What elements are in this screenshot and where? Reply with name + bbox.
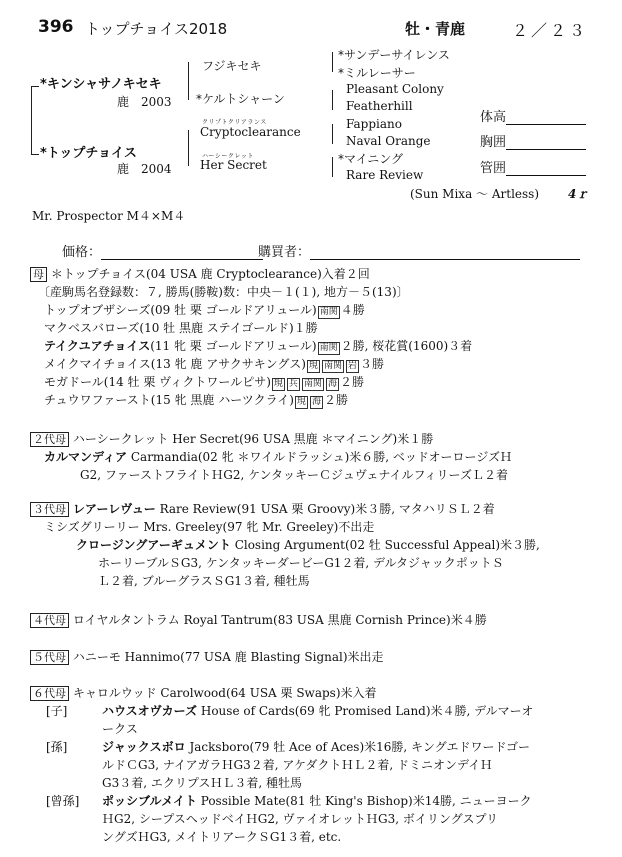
sire-sire-name: フジキセキ	[202, 59, 262, 73]
third-dam-section: ３代母 レアーレヴュー Rare Review(91 USA 栗 Groovy)米３勝, マタハリＳＬ２着 ミシズグリーリー Mrs. Greeley(97 牝 Mr. Greeley)不出走 クロージングアーギュメント Closing Argument(02 牡 Successful Appeal)米３勝, ホーリーブルＳG3, ケンタッキーダービーG1２着, デルタジャックポットＳ Ｌ２着, ブルーグラスＳG1３着, 種牡馬	[30, 500, 610, 590]
gen3-7: *マイニング	[338, 152, 404, 166]
foal-6: チュウワファースト(15 牝 黒鹿 ハーツクライ) 現 海 ２勝	[44, 393, 348, 407]
descendant-grandchild-cont1: ルドＣG3, ナイアガラＨG3２着, アケダクトＨＬ２着, ドミニオンデイＨ	[102, 758, 493, 772]
gen3-5: Fappiano	[346, 117, 402, 131]
sixth-dam-section	[30, 684, 610, 846]
descendant-grandchild-cont2: G3３着, エクリプスＨＬ３着, 種牡馬	[102, 776, 302, 790]
descendant-child-cont: ークス	[102, 722, 138, 736]
third-dam-grandchild: クロージングアーギュメント Closing Argument(02 牡 Successful Appeal)米３勝,	[76, 538, 540, 552]
foal-4: メイクマイチョイス(13 牝 鹿 アサクサキングス) 現 南関 岩 ３勝	[44, 357, 384, 371]
foal-2: マクベスバローズ(10 牡 黒鹿 ステイゴールド)１勝	[44, 321, 318, 335]
second-dam-child-cont: G2, ファーストフライトＨG2, ケンタッキーＣジュヴェナイルフィリーズＬ２着	[80, 468, 508, 482]
dam-dam-name: Her Secret	[200, 158, 267, 172]
gen3-4: Featherhill	[346, 99, 413, 113]
sire-color-year: 鹿 2003	[117, 95, 172, 109]
dam-line: ＊トップチョイス(04 USA 鹿 Cryptoclearance)入着２回	[50, 267, 370, 281]
fourth-dam-line: ロイヤルタントラム Royal Tantrum(83 USA 黒鹿 Cornish Prince)米４勝	[72, 613, 487, 627]
third-dam-grandchild-cont2: Ｌ２着, ブルーグラスＳG1３着, 種牡馬	[98, 574, 310, 588]
height-field: 体高	[480, 106, 586, 125]
second-dam-section	[30, 430, 610, 484]
dam-section	[30, 265, 610, 409]
sire-name: *キンシャサノキセキ	[40, 77, 162, 92]
lot-number: 396	[38, 17, 74, 37]
gen3-3: Pleasant Colony	[346, 82, 444, 96]
sire-dam-name: *ケルトシャーン	[196, 92, 285, 106]
buyer-field: 購買者：	[258, 241, 580, 260]
fifth-dam-box: ５代母	[30, 650, 69, 665]
foal-1: トップオブザシーズ(09 牡 栗 ゴールドアリュール) 南関 ４勝	[44, 303, 365, 317]
sixth-dam-line: キャロルウッド Carolwood(64 USA 栗 Swaps)米入着	[72, 686, 377, 700]
second-dam-child: カルマンディア Carmandia(02 牝 ＊ワイルドラッシュ)米６勝, ベッドオーロージズＨ	[44, 450, 512, 464]
descendant-child: [子] ハウスオヴカーズ House of Cards(69 牝 Promised Land)米４勝, デルマーオ	[46, 704, 534, 718]
sex-color: 牡・青鹿	[405, 20, 466, 38]
dam-dam-ruby: ハーシークレット	[202, 153, 254, 160]
descendant-great-grandchild-cont2: ングズＨG3, メイトリアークＳG1３着, etc.	[102, 830, 342, 844]
third-dam-name: レアーレヴュー	[72, 502, 156, 516]
fifth-dam-line: ハニーモ Hannimo(77 USA 鹿 Blasting Signal)米出走	[72, 650, 384, 664]
cannon-field: 管囲	[480, 157, 586, 176]
gen3-1: *サンデーサイレンス	[338, 48, 450, 62]
third-dam-child: ミシズグリーリー Mrs. Greeley(97 牝 Mr. Greeley)不出走	[44, 520, 375, 534]
gen3-6: Naval Orange	[346, 134, 431, 148]
fourth-dam-section	[30, 611, 610, 629]
inbreeding: Mr. Prospector M４×M４	[32, 209, 186, 223]
dam-color-year: 鹿 2004	[117, 162, 172, 176]
sun-line: (Sun Mixa ～ Artless)	[410, 187, 540, 201]
girth-field: 胸囲	[480, 131, 586, 150]
foal-5: モガドール(14 牡 栗 ヴィクトワールピサ) 現 兵 南関 海 ２勝	[44, 375, 364, 389]
descendant-grandchild: [孫] ジャックスボロ Jacksboro(79 牡 Ace of Aces)米16勝, キングエドワードゴー	[46, 740, 530, 754]
descendant-great-grandchild: [曾孫] ポッシブルメイト Possible Mate(81 牡 King's Bishop)米14勝, ニューヨーク	[46, 794, 532, 808]
dam-box: 母	[30, 267, 47, 282]
horse-name: トップチョイス2018	[85, 20, 228, 38]
dam-sire-ruby: クリプトクリアランス	[202, 119, 267, 126]
sixth-dam-box: ６代母	[30, 686, 69, 701]
gen3-2: *ミルレーサー	[338, 66, 416, 80]
descendant-great-grandchild-cont1: ＨG2, シープスヘッドベイＨG2, ヴァイオレットＨG3, ボイリングスプリ	[102, 812, 499, 826]
second-dam-box: ２代母	[30, 432, 69, 447]
price-field: 価格：	[62, 241, 263, 260]
fifth-dam-section	[30, 648, 610, 666]
sun-gen: 4ｒ	[568, 187, 589, 201]
third-dam-box: ３代母	[30, 502, 69, 517]
dam-sire-name: Cryptoclearance	[200, 125, 301, 139]
third-dam-grandchild-cont1: ホーリーブルＳG3, ケンタッキーダービーG1２着, デルタジャックポットＳ	[98, 556, 504, 570]
fourth-dam-box: ４代母	[30, 613, 69, 628]
dam-stats: 〔産駒馬名登録数：７, 勝馬(勝鞍)数：中央－１(１), 地方－５(13)〕	[38, 285, 409, 299]
foal-3: テイクユアチョイス(11 牝 栗 ゴールドアリュール) 南関 ２勝, 桜花賞(1600)３着	[44, 339, 473, 353]
gen3-8: Rare Review	[346, 168, 424, 182]
second-dam-line: ハーシークレット Her Secret(96 USA 黒鹿 ＊マイニング)米１勝	[72, 432, 434, 446]
birth-date: ２／２３	[512, 21, 589, 40]
dam-name: *トップチョイス	[40, 146, 137, 161]
